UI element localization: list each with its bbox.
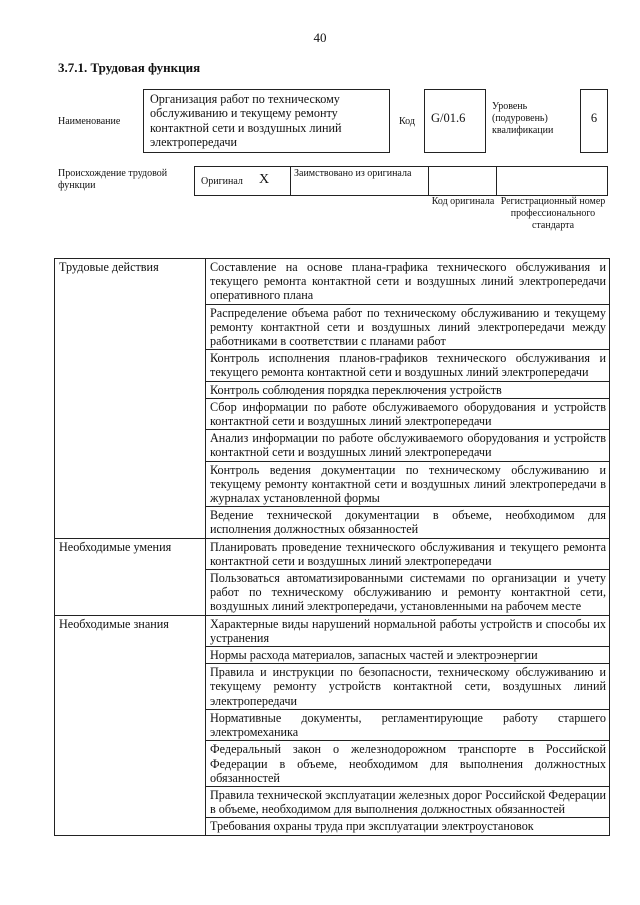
list-item: Составление на основе плана-графика технического обслуживания и текущего ремонта контактной сети и воздушных линий электропередачи оперативного плана bbox=[210, 260, 606, 303]
list-item: Распределение объема работ по техническому обслуживанию и текущему ремонту контактной сети и воздушных линий электропередачи между работниками в соответствии с планами работ bbox=[206, 304, 609, 350]
list-item: Планировать проведение технического обслуживания и текущего ремонта контактной сети и воздушных линий электропередачи bbox=[210, 539, 606, 568]
list-item: Контроль ведения документации по техническому обслуживанию и текущему ремонту контактной сети и воздушных линий электропередачи в журналах установленной формы bbox=[206, 461, 609, 507]
origin-code-cell bbox=[429, 167, 497, 195]
level-label: Уровень (подуровень) квалификации bbox=[492, 101, 554, 136]
list-item: Характерные виды нарушений нормальной работы устройств и способы их устранения bbox=[210, 616, 606, 645]
name-label: Наименование bbox=[58, 116, 121, 127]
table-row-actions bbox=[55, 259, 610, 539]
list-item: Сбор информации по работе обслуживаемого оборудования и устройств контактной сети и воздушных линий электропередачи bbox=[206, 398, 609, 429]
category-label: Трудовые действия bbox=[55, 259, 206, 539]
table-row-knowledge bbox=[55, 615, 610, 835]
list-item: Правила и инструкции по безопасности, техническому обслуживанию и текущему ремонту устройств контактной сети, воздушных линий электропередачи bbox=[206, 663, 609, 709]
table-row-skills bbox=[55, 538, 610, 615]
list-item: Ведение технической документации в объеме, необходимом для исполнения должностных обязанностей bbox=[206, 506, 609, 537]
list-item: Нормы расхода материалов, запасных частей и электроэнергии bbox=[206, 646, 609, 663]
borrowed-label: Заимствовано из оригинала bbox=[294, 168, 412, 179]
origin-grid bbox=[194, 166, 608, 196]
category-label: Необходимые умения bbox=[55, 538, 206, 615]
list-item: Пользоваться автоматизированными системами по организации и учету работ по техническому обслуживанию и ремонту контактной сети, воздушных линий электропередачи, установленными на рабочем месте bbox=[206, 569, 609, 615]
items-cell bbox=[206, 259, 610, 539]
origin-original-cell bbox=[195, 167, 291, 195]
list-item: Контроль соблюдения порядка переключения устройств bbox=[206, 381, 609, 398]
code-value: G/01.6 bbox=[424, 89, 486, 153]
function-name-value: Организация работ по техническому обслуживанию и текущему ремонту контактной сети и воздушных линий электропередачи bbox=[143, 89, 390, 153]
list-item: Правила технической эксплуатации железных дорог Российской Федерации в объеме, необходимом для выполнения должностных обязанностей bbox=[206, 786, 609, 817]
page-number: 40 bbox=[313, 30, 327, 45]
list-item: Нормативные документы, регламентирующие работу старшего электромеханика bbox=[206, 709, 609, 740]
items-cell bbox=[206, 538, 610, 615]
origin-reg-cell bbox=[497, 167, 607, 195]
original-mark: X bbox=[259, 172, 270, 187]
level-value: 6 bbox=[580, 89, 608, 153]
list-item: Анализ информации по работе обслуживаемого оборудования и устройств контактной сети и воздушных линий электропередачи bbox=[206, 429, 609, 460]
function-details-table bbox=[54, 258, 610, 836]
reg-caption: Регистрационный номер профессионального стандарта bbox=[500, 196, 606, 231]
list-item: Федеральный закон о железнодорожном транспорте в Российской Федерации в объеме, необходимом для выполнения должностных обязанностей bbox=[206, 740, 609, 786]
code-caption: Код оригинала bbox=[431, 196, 495, 207]
origin-label: Происхождение трудовой функции bbox=[58, 168, 168, 191]
origin-borrowed-cell bbox=[291, 167, 429, 195]
list-item: Контроль исполнения планов-графиков технического обслуживания и текущего ремонта контактной сети и воздушных линий электропередачи bbox=[206, 349, 609, 380]
original-label: Оригинал bbox=[201, 176, 243, 187]
code-label: Код bbox=[399, 116, 415, 127]
section-title: 3.7.1. Трудовая функция bbox=[58, 60, 201, 75]
items-cell bbox=[206, 615, 610, 835]
category-label: Необходимые знания bbox=[55, 615, 206, 835]
list-item: Требования охраны труда при эксплуатации электроустановок bbox=[206, 817, 609, 834]
